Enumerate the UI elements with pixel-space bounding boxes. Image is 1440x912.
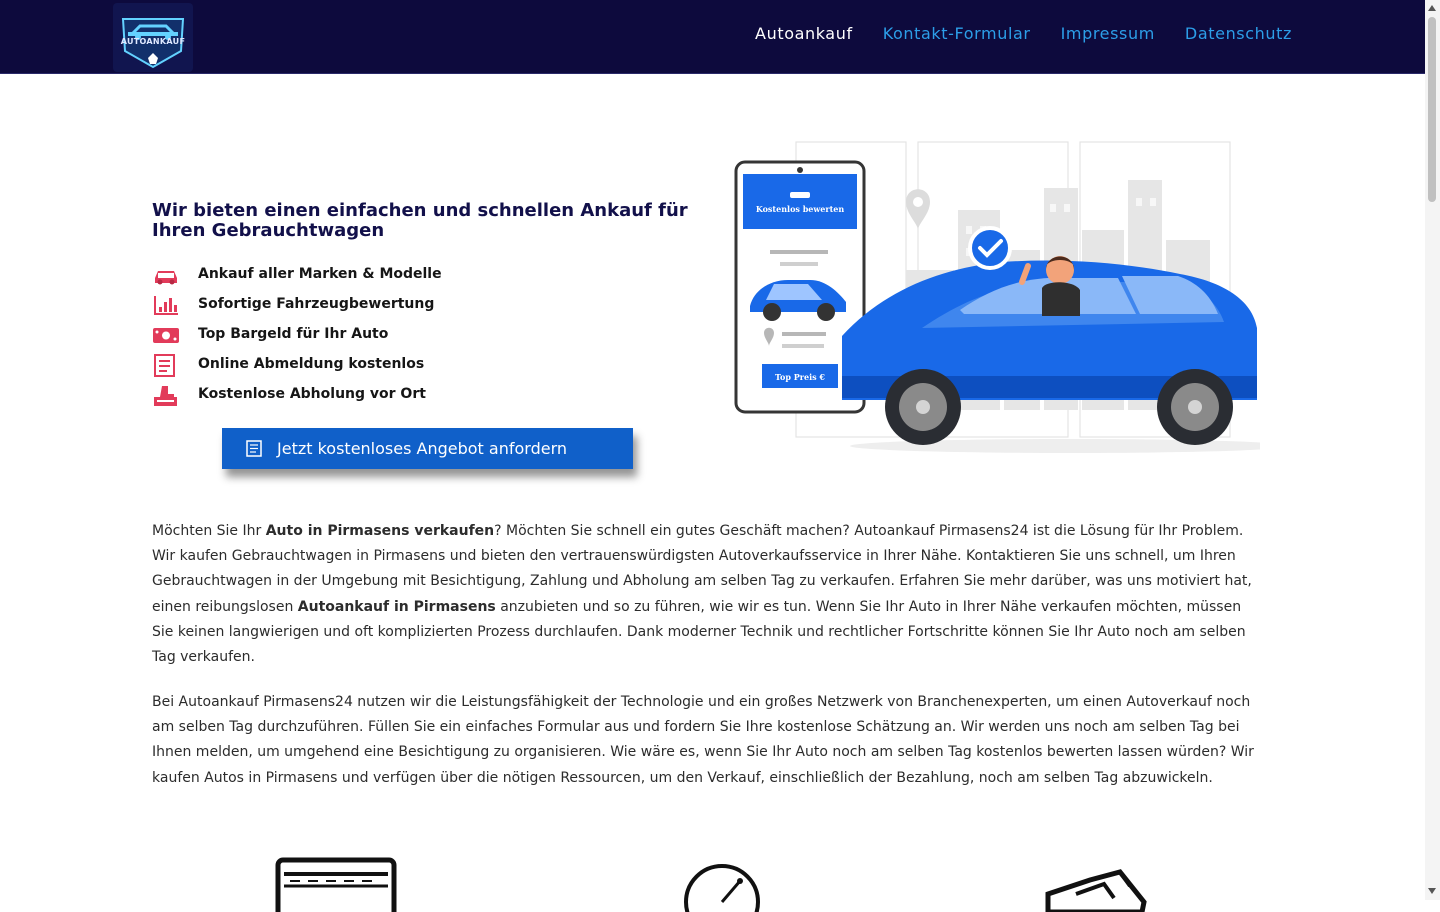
- check-badge-icon: [970, 228, 1010, 268]
- nav-link-datenschutz[interactable]: Datenschutz: [1184, 24, 1292, 43]
- hero-headline: Wir bieten einen einfachen und schnellen Ankauf für Ihren Gebrauchtwagen: [152, 200, 688, 241]
- nav-link-impressum[interactable]: Impressum: [1060, 24, 1155, 43]
- logo-text: AUTOANKAUF: [120, 37, 186, 46]
- feature-item: [152, 382, 442, 412]
- strong-text: Auto in Pirmasens verkaufen: [265, 523, 495, 539]
- feature-label: Ankauf aller Marken & Modelle: [198, 266, 442, 282]
- hero-illustration: [730, 140, 1260, 455]
- money-icon: [152, 323, 180, 347]
- site-header: [0, 0, 1425, 74]
- feature-label: Sofortige Fahrzeugbewertung: [198, 296, 435, 312]
- text-span: ? Möchten Sie schnell ein gutes Geschäft machen? Autoankauf Pirmasens24 ist die Lösung für Ihr Problem. Wir kaufen Gebrauchtwagen in Pirmasens und bieten den vertrauenswürdigsten Autoverkaufsservice in Ihrer Nähe. Kontaktieren Sie uns schnell, um Ihren Gebrauchtwagen in der Umgebung mit Besichtigung, Zahlung und Abholung am selben Tag zu verkaufen. Erfahren Sie mehr darüber, was uns motiviert hat, einen reibungslosen: [152, 523, 1252, 615]
- form-line-icon: [266, 852, 406, 912]
- intro-paragraph: [152, 519, 1262, 670]
- form-icon: [246, 440, 262, 457]
- text-span: anzubieten und so zu führen, wie wir es tun. Wenn Sie Ihr Auto in Ihrer Nähe verkaufen möchten, müssen Sie keinen langwierigen und oft komplizierten Prozess durchlaufen. Dank moderner Technik und rechtlicher Fortschritte können Sie Ihr Auto noch am selben Tag verkaufen.: [152, 598, 1246, 666]
- site-logo[interactable]: [113, 3, 193, 72]
- strong-text: Autoankauf in Pirmasens: [297, 598, 496, 615]
- clock-icon: [664, 852, 804, 912]
- price-label: Top Preis €: [775, 372, 825, 382]
- scroll-thumb[interactable]: [1428, 17, 1436, 202]
- main-navigation: [755, 24, 1292, 43]
- feature-item: [152, 352, 442, 382]
- feature-item: [152, 262, 442, 292]
- request-offer-button[interactable]: [222, 428, 633, 469]
- text-span: Möchten Sie Ihr: [152, 523, 266, 539]
- scroll-down-arrow-icon[interactable]: [1428, 888, 1436, 894]
- location-pin-icon: [906, 189, 930, 230]
- document-icon: [152, 353, 180, 377]
- pickup-icon: [152, 383, 180, 407]
- price-tag-icon: [1036, 852, 1176, 912]
- car-icon: [152, 263, 180, 287]
- vertical-scrollbar[interactable]: [1425, 0, 1440, 900]
- service-paragraph: Bei Autoankauf Pirmasens24 nutzen wir die Leistungsfähigkeit der Technologie und ein großes Netzwerk von Branchenexperten, um einen Autoverkauf noch am selben Tag durchzuführen. Füllen Sie ein einfaches Formular aus und fordern Sie Ihre kostenlose Schätzung an. Wir werden uns noch am selben Tag bei Ihnen melden, um umgehend eine Besichtigung zu organisieren. Wie wäre es, wenn Sie Ihr Auto noch am selben Tag kostenlos bewerten lassen würden? Wir kaufen Autos in Pirmasens und verfügen über die nötigen Ressourcen, um den Verkauf, einschließlich der Bezahlung, noch am selben Tag abzuwickeln.: [152, 694, 1254, 786]
- request-offer-button-label: Jetzt kostenloses Angebot anfordern: [277, 439, 567, 458]
- screen-title: Kostenlos bewerten: [755, 204, 845, 214]
- feature-label: Kostenlose Abholung vor Ort: [198, 386, 426, 402]
- feature-label: Online Abmeldung kostenlos: [198, 356, 425, 372]
- feature-item: [152, 292, 442, 322]
- scroll-up-arrow-icon[interactable]: [1428, 5, 1436, 11]
- feature-label: Top Bargeld für Ihr Auto: [198, 326, 389, 342]
- feature-item: [152, 322, 442, 352]
- nav-link-autoankauf[interactable]: Autoankauf: [755, 24, 853, 43]
- bar-chart-icon: [152, 293, 180, 317]
- nav-link-kontakt-formular[interactable]: Kontakt-Formular: [882, 24, 1031, 43]
- feature-list: [152, 262, 442, 412]
